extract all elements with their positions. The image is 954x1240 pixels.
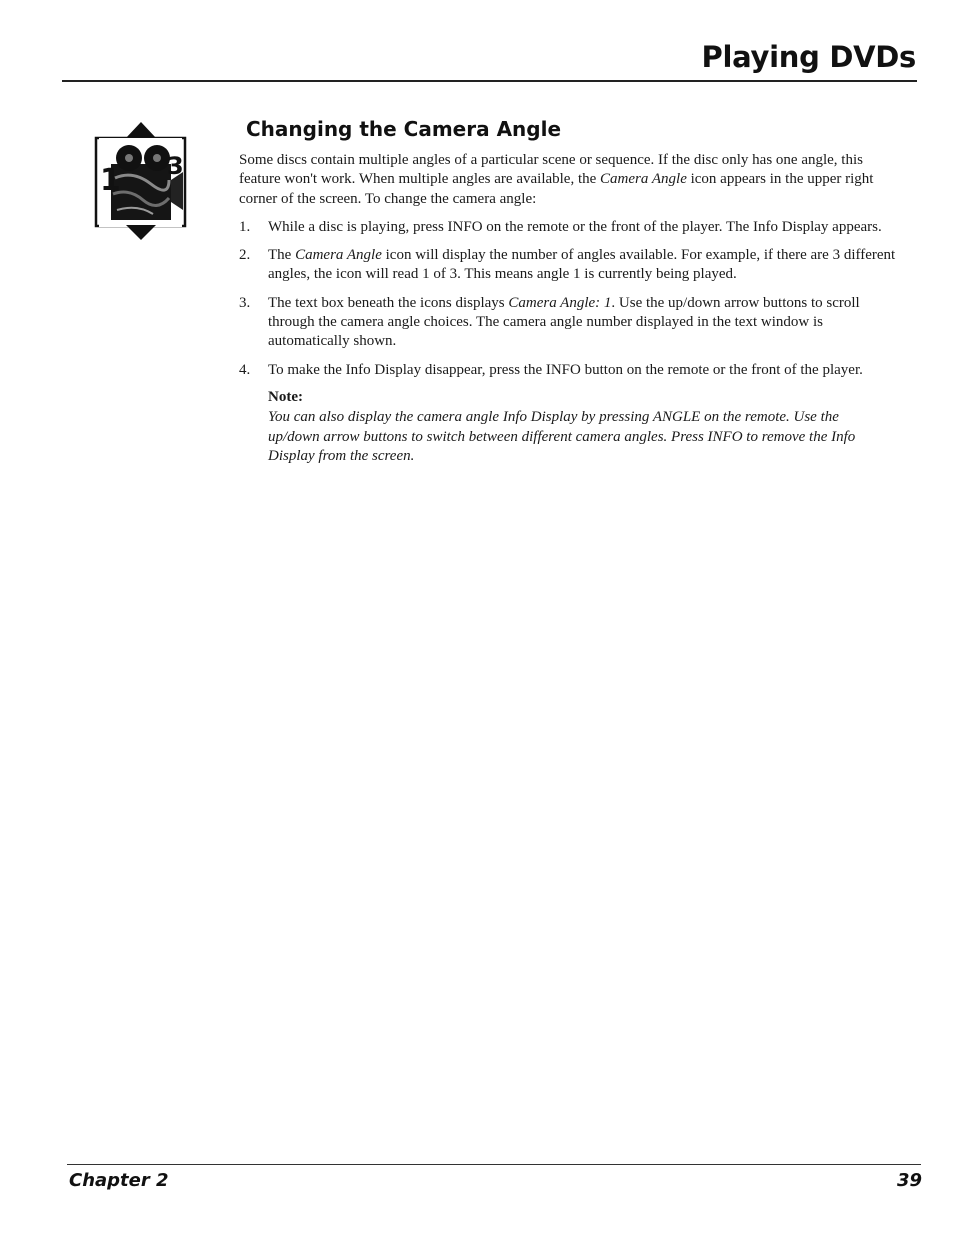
step-number: 1. bbox=[239, 218, 251, 235]
list-item bbox=[239, 361, 905, 380]
note-text: You can also display the camera angle Info Display by pressing ANGLE on the remote. Use the up/down arrow buttons to switch between different camera angles. Press INFO to remove the Info Display from the screen. bbox=[268, 409, 856, 464]
step-emphasis: Camera Angle: 1 bbox=[508, 294, 612, 311]
step-emphasis: Camera Angle bbox=[295, 247, 382, 264]
intro-paragraph bbox=[239, 151, 905, 209]
intro-emphasis: Camera Angle bbox=[600, 171, 687, 188]
step-text bbox=[268, 294, 905, 352]
page-number: 39 bbox=[896, 1170, 922, 1191]
step-text-start: The bbox=[268, 247, 296, 264]
footer-divider bbox=[67, 1164, 921, 1165]
up-arrow-icon bbox=[126, 122, 156, 138]
list-item bbox=[239, 218, 905, 237]
step-text bbox=[268, 246, 905, 285]
note-label: Note: bbox=[268, 388, 303, 405]
section-body bbox=[239, 151, 905, 466]
angle-digit-right: 3 bbox=[167, 152, 184, 180]
angle-digit-left: 1 bbox=[100, 163, 121, 198]
list-item bbox=[239, 246, 905, 285]
step-number: 4. bbox=[239, 361, 251, 378]
step-text: To make the Info Display disappear, press the INFO button on the remote or the front of the player. bbox=[268, 361, 863, 378]
steps-list bbox=[239, 218, 905, 380]
footer-chapter: Chapter 2 bbox=[69, 1170, 169, 1191]
step-text-end: icon will display the number of angles available. For example, if there are 3 different angles, the icon will read 1 of 3. This means angle 1 is currently being played. bbox=[268, 247, 896, 283]
camera-angle-icon bbox=[93, 118, 189, 242]
page-header-title: Playing DVDs bbox=[701, 40, 916, 74]
down-arrow-icon bbox=[126, 225, 156, 240]
camera-angle-icon-graphic bbox=[93, 118, 189, 242]
step-text: While a disc is playing, press INFO on the remote or the front of the player. The Info Display appears. bbox=[268, 218, 882, 235]
step-text-end: . Use the up/down arrow buttons to scroll through the camera angle choices. The camera angle number displayed in the text window is automatically shown. bbox=[268, 294, 860, 350]
step-number: 2. bbox=[239, 247, 251, 264]
note-block bbox=[268, 388, 905, 466]
intro-text-start: Some discs contain multiple angles of a particular scene or sequence. If the disc only has one angle, this feature won't work. When multiple angles are available, the bbox=[239, 152, 863, 188]
step-number: 3. bbox=[239, 294, 251, 311]
section-title: Changing the Camera Angle bbox=[246, 117, 562, 141]
header-divider bbox=[62, 80, 917, 82]
step-text-start: The text box beneath the icons displays bbox=[268, 294, 509, 311]
list-item bbox=[239, 294, 905, 352]
intro-text-end: icon appears in the upper right corner of the screen. To change the camera angle: bbox=[239, 171, 874, 207]
